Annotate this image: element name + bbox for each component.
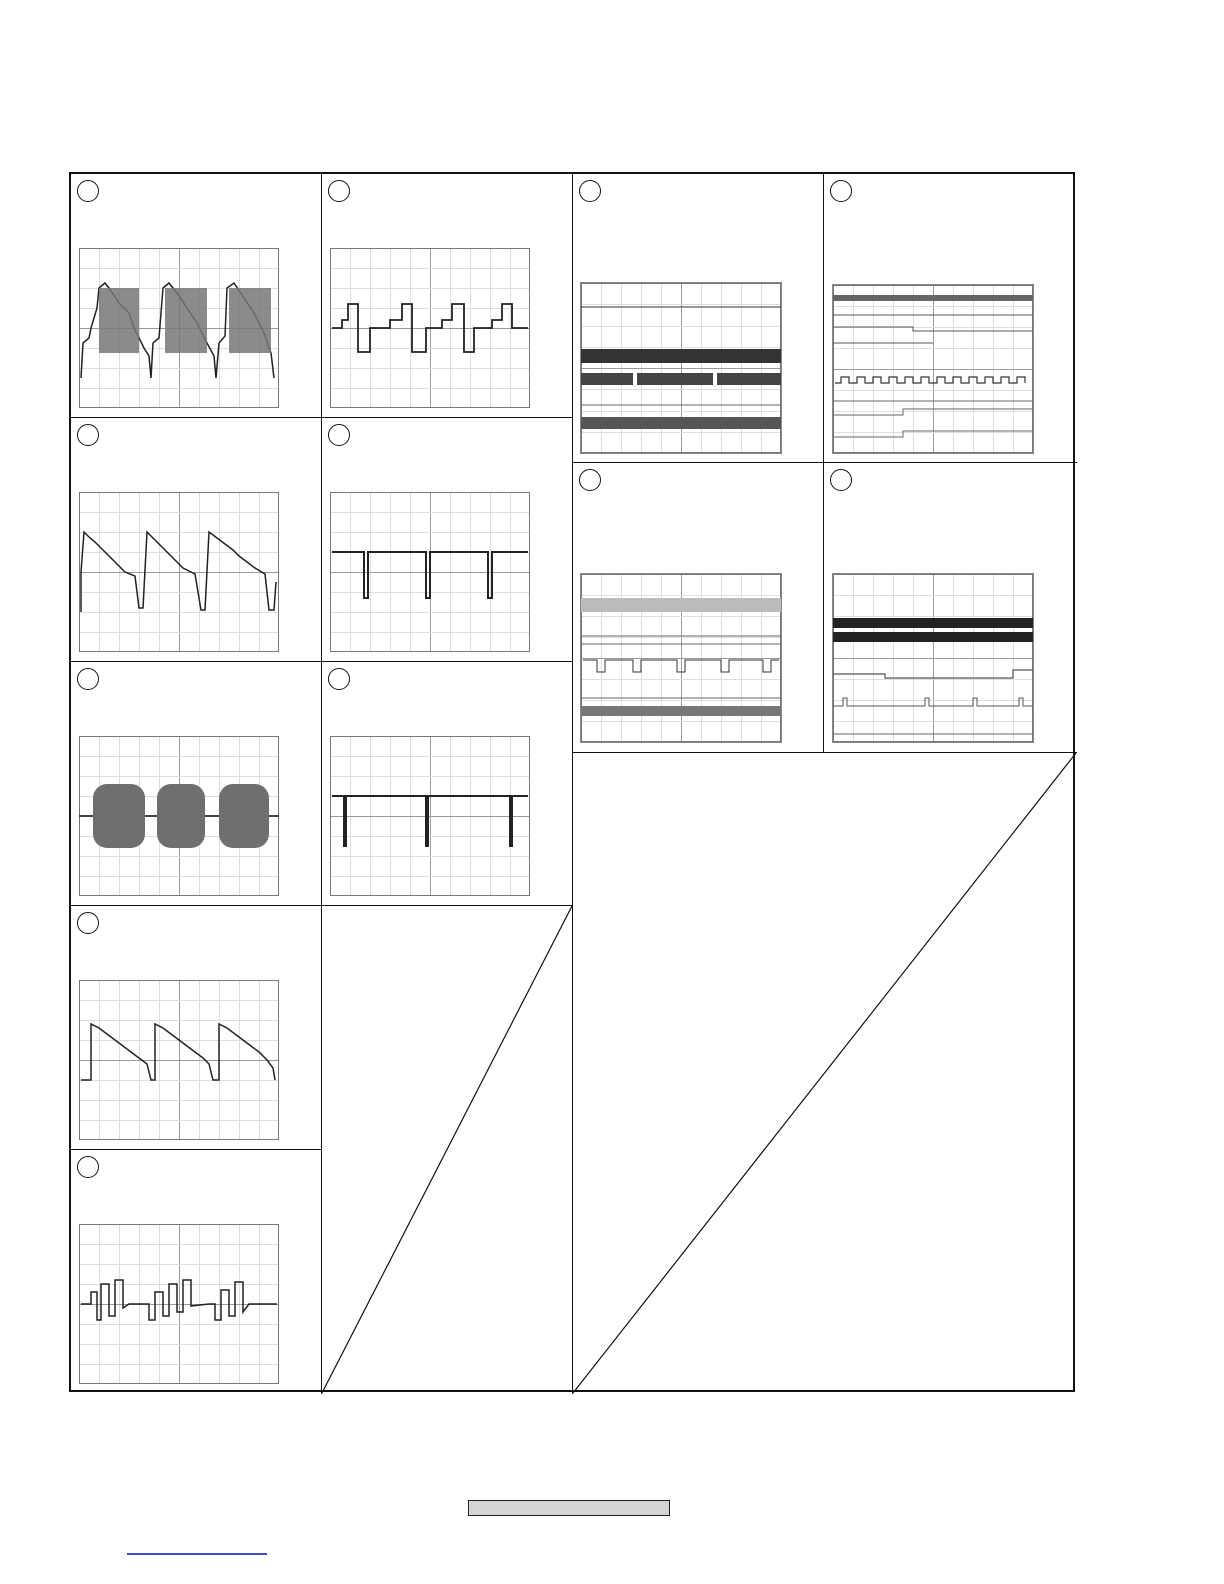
waveform-plot xyxy=(79,248,279,408)
panel-b1 xyxy=(322,174,573,418)
waveform-plot xyxy=(330,736,530,896)
panel-number-circle xyxy=(77,424,99,446)
panel-a3 xyxy=(71,662,322,906)
panel-a2 xyxy=(71,418,322,662)
scope-screen xyxy=(79,1224,279,1384)
panel-c1 xyxy=(573,174,824,463)
panel-number-circle xyxy=(77,912,99,934)
waveform-trace xyxy=(332,552,528,598)
diagonal-line xyxy=(322,906,573,1394)
panel-cd-empty xyxy=(573,753,1077,1394)
panel-a5 xyxy=(71,1150,322,1394)
scope-screen xyxy=(330,248,530,408)
waveform-plot xyxy=(330,248,530,408)
panel-number-circle xyxy=(579,469,601,491)
waveform-plot xyxy=(79,980,279,1140)
panel-a4 xyxy=(71,906,322,1150)
page-label-box xyxy=(468,1500,670,1516)
panel-number-circle xyxy=(579,180,601,202)
panel-number-circle xyxy=(830,180,852,202)
waveform-trace xyxy=(81,1024,275,1080)
scope-screen xyxy=(79,980,279,1140)
panel-number-circle xyxy=(328,424,350,446)
panel-number-circle xyxy=(77,668,99,690)
panel-number-circle xyxy=(77,1156,99,1178)
panel-b-empty xyxy=(322,906,573,1394)
waveform-plot xyxy=(833,285,1033,453)
waveform-plot xyxy=(79,492,279,652)
panel-c2 xyxy=(573,463,824,753)
panel-number-circle xyxy=(830,469,852,491)
scope-screen xyxy=(580,573,782,743)
waveform-plot xyxy=(79,736,279,896)
scope-screen xyxy=(330,736,530,896)
waveform-plot xyxy=(79,1224,279,1384)
panel-d1 xyxy=(824,174,1077,463)
scope-screen xyxy=(832,573,1034,743)
waveform-plot xyxy=(330,492,530,652)
panel-number-circle xyxy=(77,180,99,202)
panel-number-circle xyxy=(328,668,350,690)
scope-screen xyxy=(79,736,279,896)
panel-a1 xyxy=(71,174,322,418)
scope-screen xyxy=(330,492,530,652)
scope-screen xyxy=(79,492,279,652)
panel-d2 xyxy=(824,463,1077,753)
waveform-plot xyxy=(833,574,1033,742)
waveform-plot xyxy=(581,574,781,742)
panel-number-circle xyxy=(328,180,350,202)
panel-b2 xyxy=(322,418,573,662)
diagonal-line xyxy=(573,753,1077,1394)
panel-b3 xyxy=(322,662,573,906)
scope-screen xyxy=(79,248,279,408)
scope-screen xyxy=(580,282,782,454)
waveform-table xyxy=(69,172,1075,1392)
scope-screen xyxy=(832,284,1034,454)
footer-link[interactable] xyxy=(127,1553,267,1555)
waveform-plot xyxy=(581,283,781,453)
